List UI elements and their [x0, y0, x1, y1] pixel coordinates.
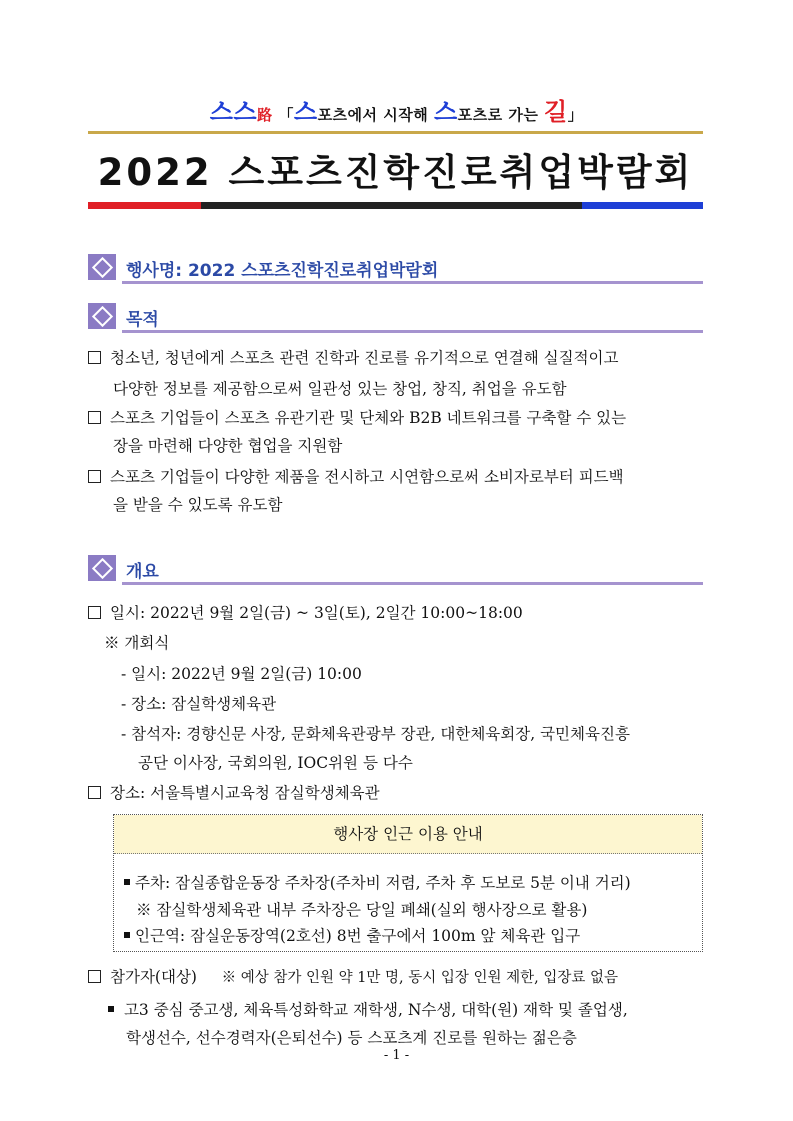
slogan-road: 路: [257, 106, 273, 124]
title-tricolor-rule: [88, 202, 703, 209]
diamond-icon: [88, 303, 116, 329]
purpose-item-3: 스포츠 기업들이 다양한 제품을 전시하고 시연함으로써 소비자로부터 피드백: [88, 465, 624, 487]
section-event-name: [88, 254, 703, 284]
info-parking: 주차: 잠실종합운동장 주차장(주차비 저렴, 주차 후 도보로 5분 이내 거리): [124, 871, 631, 893]
participants-line-2: 학생선수, 선수경력자(은퇴선수) 등 스포츠계 진로를 원하는 젊은층: [126, 1029, 577, 1047]
slogan-quote-close: 」: [567, 106, 584, 124]
slogan-part1: 포츠에서 시작해: [317, 106, 434, 124]
checkbox-square-icon: [88, 970, 101, 983]
slogan-quote-open: 「: [278, 106, 294, 124]
section-label: 개요: [126, 562, 159, 582]
checkbox-square-icon: [88, 606, 101, 619]
overview-venue: 장소: 서울특별시교육청 잠실학생체육관: [88, 781, 380, 803]
section-label: 행사명: 2022 스포츠진학진로취업박람회: [126, 261, 439, 281]
purpose-item-3-cont: 을 받을 수 있도록 유도함: [113, 496, 283, 514]
bullet-square-icon: [124, 932, 130, 938]
purpose-item-2-cont: 장을 마련해 다양한 협업을 지원함: [113, 437, 343, 455]
purpose-item-1: 청소년, 청년에게 스포츠 관련 진학과 진로를 유기적으로 연결해 실질적이고: [88, 346, 619, 368]
slogan: [0, 92, 793, 127]
purpose-item-1-cont: 다양한 정보를 제공함으로써 일관성 있는 창업, 창직, 취업을 유도함: [113, 380, 567, 398]
participants: 참가자(대상) ※ 예상 참가 인원 약 1만 명, 동시 입장 인원 제한, 입장료 없음: [88, 965, 618, 987]
info-box-title: 행사장 인근 이용 안내: [114, 815, 702, 854]
ceremony-place: - 장소: 잠실학생체육관: [121, 695, 277, 713]
checkbox-square-icon: [88, 351, 101, 364]
overview-date: 일시: 2022년 9월 2일(금) ~ 3일(토), 2일간 10:00~18:00: [88, 601, 523, 623]
venue-info-box: [113, 814, 703, 952]
slogan-ss: 스스: [209, 98, 258, 126]
slogan-s2: 스: [433, 98, 458, 126]
info-station: 인근역: 잠실운동장역(2호선) 8번 출구에서 100m 앞 체육관 입구: [124, 924, 580, 946]
page-title: 2022 스포츠진학진로취업박람회: [97, 151, 694, 194]
bullet-square-icon: [124, 879, 130, 885]
bullet-square-icon: [108, 1006, 114, 1012]
participants-line-1: 고3 중심 중고생, 체육특성화학교 재학생, N수생, 대학(원) 재학 및 졸업생,: [108, 998, 628, 1020]
title-top-rule: [88, 131, 703, 134]
ceremony-date: - 일시: 2022년 9월 2일(금) 10:00: [121, 665, 362, 683]
slogan-gil: 길: [544, 98, 568, 126]
purpose-item-2: 스포츠 기업들이 스포츠 유관기관 및 단체와 B2B 네트워크를 구축할 수 있는: [88, 406, 626, 428]
section-purpose: [88, 303, 703, 333]
section-label: 목적: [126, 310, 159, 330]
section-overview: [88, 555, 703, 585]
checkbox-square-icon: [88, 470, 101, 483]
ceremony-attendees-cont: 공단 이사장, 국회의원, IOC위원 등 다수: [138, 754, 413, 772]
ceremony-attendees: - 참석자: 경향신문 사장, 문화체육관광부 장관, 대한체육회장, 국민체육진흥: [121, 725, 630, 743]
checkbox-square-icon: [88, 411, 101, 424]
slogan-part2: 포츠로 가는: [457, 106, 545, 124]
diamond-icon: [88, 555, 116, 581]
slogan-s1: 스: [293, 98, 318, 126]
info-parking-note: ※ 잠실학생체육관 내부 주차장은 당일 폐쇄(실외 행사장으로 활용): [136, 901, 588, 919]
diamond-icon: [88, 254, 116, 280]
checkbox-square-icon: [88, 786, 101, 799]
overview-ceremony: ※ 개회식: [104, 634, 170, 652]
page-number: - 1 -: [383, 1048, 410, 1063]
